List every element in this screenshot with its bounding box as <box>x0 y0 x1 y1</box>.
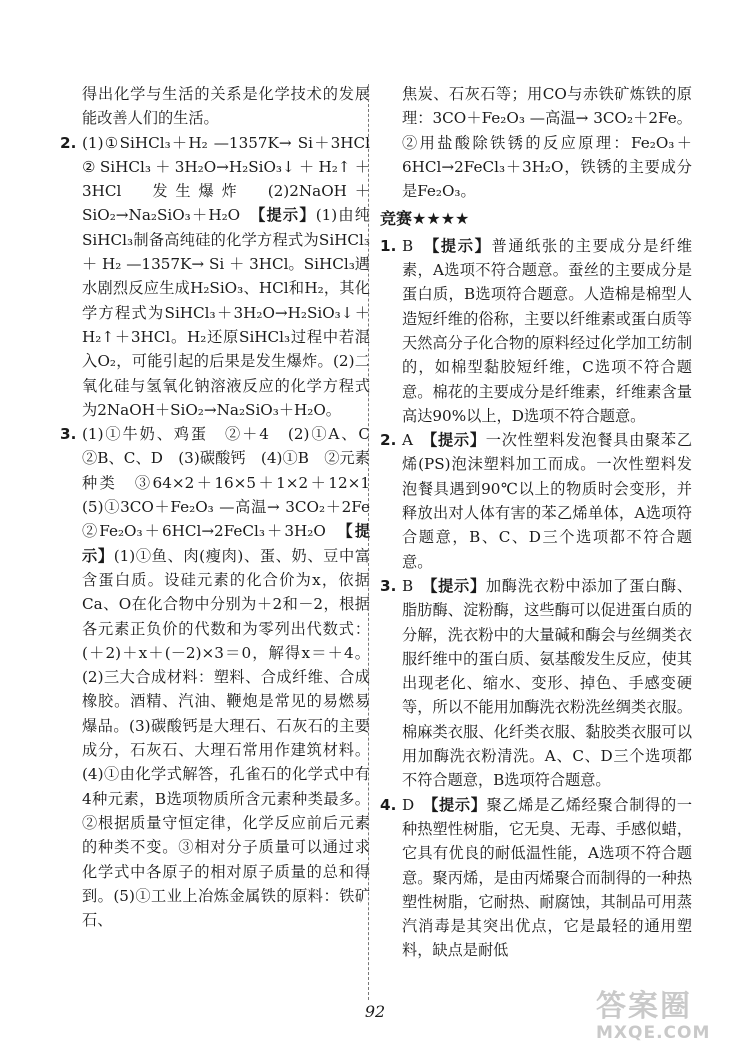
right-column <box>380 82 692 963</box>
watermark-logo-text: 答案圈 <box>596 989 692 1024</box>
item-number: 2. <box>60 133 77 152</box>
answer-text: 聚乙烯是乙烯经聚合制得的一种热塑性树脂，它无臭、无毒、手感似蜡，它具有优良的耐低温性能，A选项不符合题意。聚丙烯，是由丙烯聚合而制得的一种热塑性树脂，它耐热、耐腐蚀，其制品可用蒸汽消毒是其突出优点，它是最轻的通用塑料，缺点是耐低 <box>402 795 693 960</box>
continuation-text: 得出化学与生活的关系是化学技术的发展能改善人们的生活。 <box>82 85 370 128</box>
answer-text: 一次性塑料发泡餐具由聚苯乙烯(PS)泡沫塑料加工而成。一次性塑料发泡餐具遇到90℃以上的物质时会变形，并释放出对人体有害的苯乙烯单体，A选项符合题意，B、C、D三个选项都不符合题意。 <box>402 431 693 571</box>
answer-item <box>380 428 692 574</box>
answer-item <box>380 574 692 793</box>
hint-label: 【 提示 】 <box>430 431 486 449</box>
answer-text: (1)①牛奶、鸡蛋 ②＋4 (2)①A、C ②B、C、D (3)碳酸钙 (4)①B ②元素种类 ③64×2＋16×5＋1×2＋12×1 (5)①3CO＋Fe₂O₃ —高温→ 3CO₂＋2Fe ②Fe₂O₃＋6HCl→2FeCl₃＋3H₂O <box>82 425 386 541</box>
answer-item <box>60 131 370 423</box>
column-divider <box>368 84 369 1000</box>
watermark-url: MXQE.COM <box>596 1023 711 1043</box>
hint-label: 【 提示 】 <box>431 796 487 814</box>
page-number: 92 <box>364 1002 386 1021</box>
answer-text: A <box>402 431 430 450</box>
item-number: 4. <box>380 795 397 814</box>
answer-text: B <box>402 236 432 255</box>
hint-label: 【 提示 】 <box>432 237 492 255</box>
answer-text: (1)①SiHCl₃＋H₂ —1357K→ Si＋3HCl ②SiHCl₃＋3H₂O→H₂SiO₃↓＋H₂↑＋3HCl 发生爆炸 (2)2NaOH＋SiO₂→Na₂SiO₃＋H₂O <box>82 133 370 225</box>
item-number: 3. <box>380 576 397 595</box>
hint-label: 【 提示 】 <box>82 522 370 564</box>
watermark-logo <box>596 990 736 1048</box>
answer-item <box>380 234 692 428</box>
item-number: 1. <box>380 236 397 255</box>
section-heading: 竞赛★★★★ <box>380 209 470 229</box>
answer-text: B <box>402 576 430 595</box>
item-number: 2. <box>380 431 397 450</box>
answer-item <box>60 422 386 932</box>
answer-text: 普通纸张的主要成分是纤维素，A选项不符合题意。蚕丝的主要成分是蛋白质，B选项符合题意。人造棉是棉型人造短纤维的俗称，主要以纤维素或蛋白质等天然高分子化合物的原料经过化学加工纺制的，如棉型黏胶短纤维，C选项不符合题意。棉花的主要成分是纤维素，纤维素含量高达90%以上，D选项不符合题意。 <box>402 236 693 425</box>
left-column <box>60 82 386 932</box>
answer-text: (1)由纯SiHCl₃制备高纯硅的化学方程式为SiHCl₃ ＋ H₂ —1357K→ Si ＋ 3HCl。SiHCl₃遇水剧烈反应生成H₂SiO₃、HCl和H₂，其化学方程式为SiHCl₃＋3H₂O→H₂SiO₃↓＋H₂↑＋3HCl。H₂还原SiHCl₃过程中若混入O₂，可能引起的后果是发生爆炸。(2)二氧化硅与氢氧化钠溶液反应的化学方程式为2NaOH＋SiO₂→Na₂SiO₃＋H₂O。 <box>82 206 370 419</box>
continuation-text: 焦炭、石灰石等；用CO与赤铁矿炼铁的原理：3CO＋Fe₂O₃ —高温→ 3CO₂＋2Fe。②用盐酸除铁锈的反应原理：Fe₂O₃＋6HCl→2FeCl₃＋3H₂O，铁锈的主要成分是Fe₂O₃。 <box>402 85 692 201</box>
answer-text: D <box>402 795 431 814</box>
answer-text: (1)①鱼、肉(瘦肉)、蛋、奶、豆中富含蛋白质。设硅元素的化合价为x，依据Ca、O在化合物中分别为＋2和－2，根据各元素正负价的代数和为零列出代数式：(＋2)＋x＋(－2)×3＝0，解得x＝＋4。(2)三大合成材料：塑料、合成纤维、合成橡胶。酒精、汽油、鞭炮是常见的易燃易爆品。(3)碳酸钙是大理石、石灰石的主要成分，石灰石、大理石常用作建筑材料。(4)①由化学式解答，孔雀石的化学式中有4种元素，B选项物质所含元素种类最多。②根据质量守恒定律，化学反应前后元素的种类不变。③相对分子质量可以通过求化学式中各原子的相对原子质量的总和得到。(5)①工业上冶炼金属铁的原料：铁矿石、 <box>82 546 371 930</box>
hint-label: 【 提示 】 <box>258 206 316 224</box>
item-number: 3. <box>60 425 77 444</box>
hint-label: 【 提示 】 <box>430 577 486 595</box>
answer-text: 加酶洗衣粉中添加了蛋白酶、脂肪酶、淀粉酶，这些酶可以促进蛋白质的分解，洗衣粉中的大量碱和酶会与丝绸类衣服纤维中的蛋白质、氨基酸发生反应，使其出现老化、缩水、变形、掉色、手感变硬等，所以不能用加酶洗衣粉洗丝绸类衣服。棉麻类衣服、化纤类衣服、黏胶类衣服可以用加酶洗衣粉清洗。A、C、D三个选项都不符合题意，B选项符合题意。 <box>402 576 693 790</box>
answer-item <box>380 793 692 963</box>
